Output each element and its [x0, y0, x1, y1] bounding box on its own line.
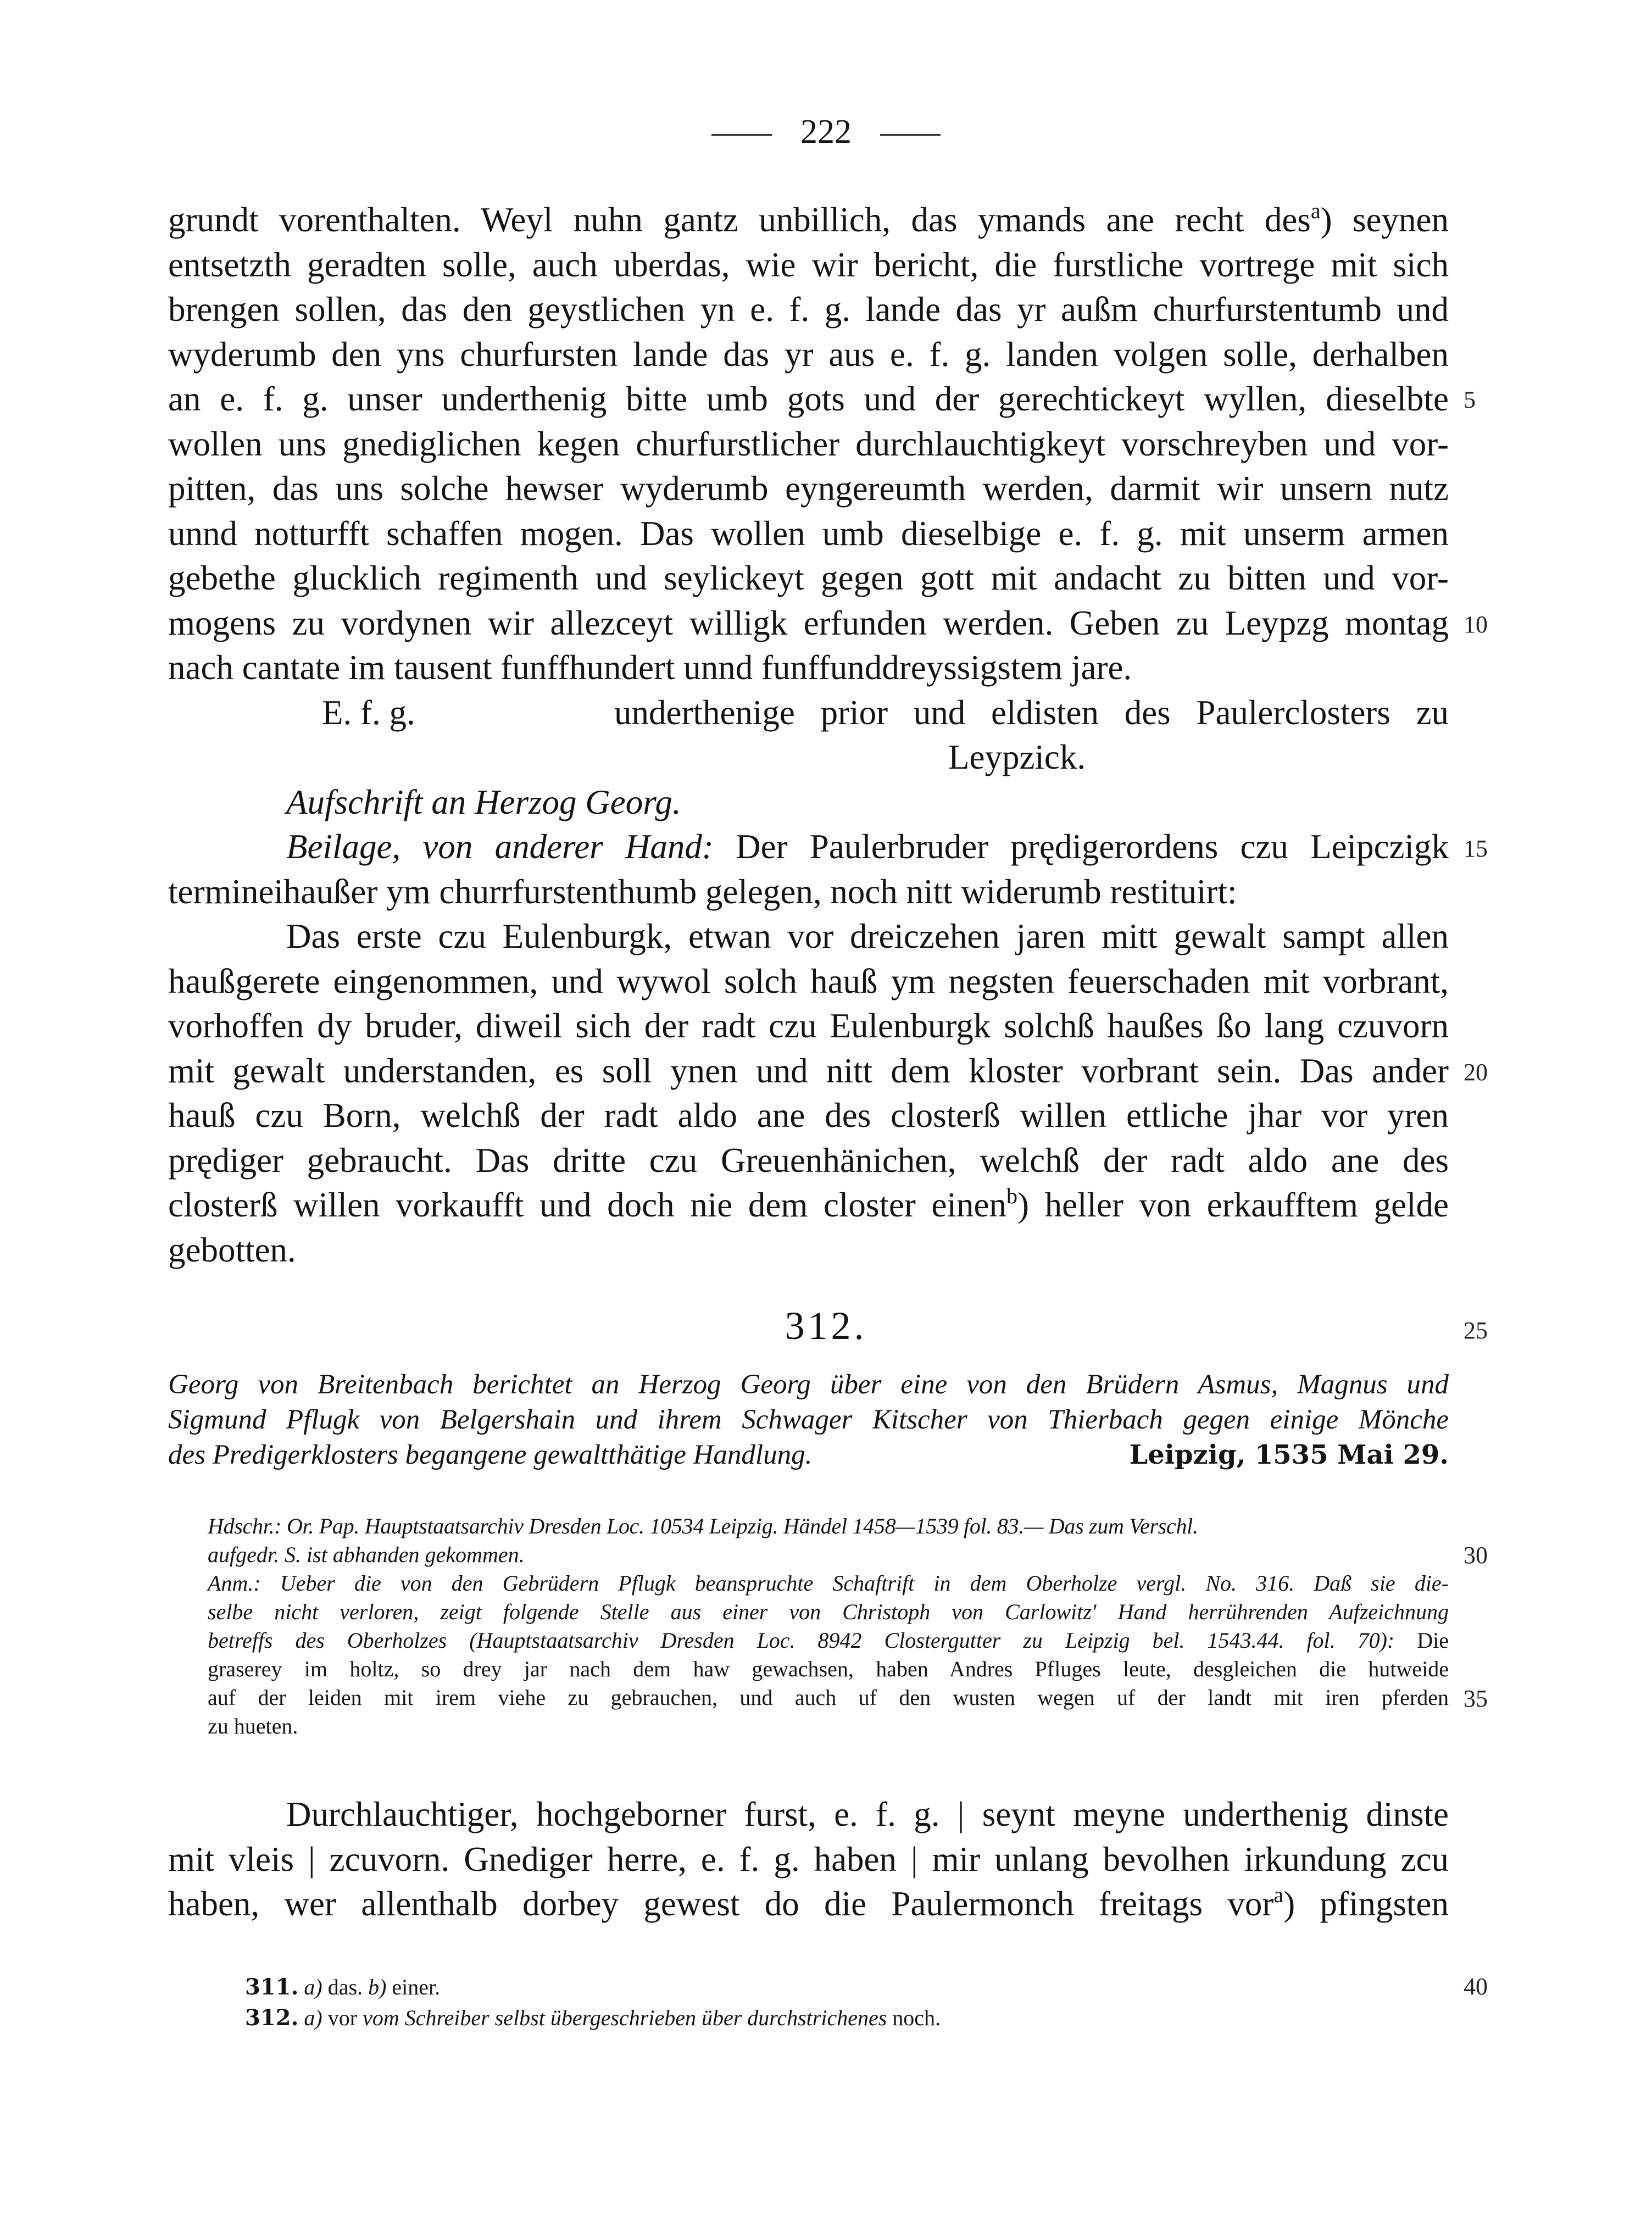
line-number: 15 [1464, 835, 1488, 862]
header-rule-right [880, 134, 941, 136]
text-line: Durchlauchtiger, hochgeborner furst, e. f. g. | seynt meyne underthenig dinste [286, 1795, 1449, 1833]
summary-line: des Predigerklosters begangene gewaltthätige Handlung. Leipzig, 1535 Mai 29. [168, 1437, 1449, 1472]
line-number: 30 [1464, 1542, 1488, 1569]
place-date: Leipzig, 1535 Mai 29. [1129, 1440, 1449, 1470]
footnote-311: 311. a) das. b) einer. [245, 1974, 441, 2000]
text-line: haben, wer allenthalb dorbey gewest do die Paulermonch freitags vor$^a$) pfingsten [168, 1882, 1449, 1923]
signature-salutation: E. f. g. [322, 693, 415, 732]
signature-line [168, 691, 1449, 736]
signature-place: Leypzick. [948, 738, 1086, 776]
annotation-line: selbe nicht verloren, zeigt folgende Stelle aus einer von Christoph von Carlowitz' Hand herrührenden Aufzeichnung [208, 1599, 1449, 1624]
letter-312-text [168, 1792, 1449, 1927]
text-line: closterß willen vorkaufft und doch nie dem closter einen$^b$) heller von erkaufftem gelde [168, 1183, 1449, 1224]
text-line: brengen sollen, das den geystlichen yn e. f. g. lande das yr außm churfurstentumb und [168, 290, 1449, 329]
line-number: 20 [1464, 1059, 1488, 1086]
text-line: gebotten. [168, 1230, 296, 1269]
text-line: wollen uns gnediglichen kegen churfurstlicher durchlauchtigkeyt vorschreyben und vor- [168, 424, 1449, 463]
text-line: mogens zu vordynen wir allezceyt willigk erfunden werden. Geben zu Leypzg montag [168, 603, 1449, 642]
line-number: 10 [1464, 611, 1488, 638]
manuscript-note: Hdschr.: Or. Pap. Hauptstaatsarchiv Dresden Loc. 10534 Leipzig. Händel 1458—1539 fol. 83.— Das zum Verschl. [208, 1514, 1198, 1538]
line-number: 40 [1464, 1973, 1488, 2000]
line-number: 5 [1464, 386, 1476, 413]
source-commentary [208, 1512, 1449, 1741]
line-number: 25 [1464, 1317, 1488, 1344]
enclosure-line: Beilage, von anderer Hand: Der Paulerbruder prędigerordens czu Leipczigk [286, 827, 1449, 866]
manuscript-note-cont: aufgedr. S. ist abhanden gekommen. [208, 1542, 525, 1567]
text-line: unnd notturfft schaffen mogen. Das wollen umb dieselbige e. f. g. mit unserm armen [168, 514, 1449, 553]
text-line: entsetzth geradten solle, auch uberdas, wie wir bericht, die furstliche vortrege mit sich [168, 245, 1449, 284]
text-line: mit gewalt understanden, es soll ynen und nitt dem kloster vorbrant sein. Das ander [168, 1051, 1449, 1090]
summary-line: Sigmund Pflugk von Belgershain und ihrem Schwager Kitscher von Thierbach gegen einige Mönche [168, 1404, 1449, 1435]
text-line: prędiger gebraucht. Das dritte czu Greuenhänichen, welchß der radt aldo ane des [168, 1141, 1449, 1180]
text-line: gebethe glucklich regimenth und seylickeyt gegen gott mit andacht zu bitten und vor- [168, 559, 1449, 597]
address-note: Aufschrift an Herzog Georg. [286, 782, 681, 821]
line-number: 35 [1464, 1685, 1488, 1712]
text-line: termineihaußer ym churrfurstenthumb gelegen, noch nitt widerumb restituirt: [168, 872, 1237, 911]
page-header [0, 113, 1652, 152]
letter-311-text [168, 198, 1449, 1272]
document-summary [168, 1367, 1449, 1472]
quote-line: graserey im holtz, so drey jar nach dem haw gewachsen, haben Andres Pfluges leute, desgleichen die hutweide [208, 1657, 1449, 1681]
text-line: nach cantate im tausent funffhundert unnd funffunddreyssigstem jare. [168, 648, 1132, 687]
text-line: mit vleis | zcuvorn. Gnediger herre, e. f. g. haben | mir unlang bevolhen irkundung zcu [168, 1840, 1449, 1879]
text-line: grundt vorenthalten. Weyl nuhn gantz unbillich, das ymands ane recht des$^a$) seynen [168, 198, 1449, 239]
quote-line: auf der leiden mit irem viehe zu gebrauchen, und auch uf den wusten wegen uf der landt mit iren pferden [208, 1685, 1449, 1710]
footnotes [245, 1972, 1449, 2033]
document-number: 312. [785, 1304, 867, 1348]
text-line: haußgerete eingenommen, und wywol solch hauß ym negsten feuerschaden mit vorbrant, [168, 962, 1449, 1001]
quote-line: zu hueten. [208, 1714, 298, 1738]
annotation-line: Anm.: Ueber die von den Gebrüdern Pflugk beanspruchte Schaftrift in dem Oberholze vergl. No. 316. Daß sie die- [208, 1571, 1449, 1596]
summary-line: Georg von Breitenbach berichtet an Herzog Georg über eine von den Brüdern Asmus, Magnus und [168, 1369, 1449, 1400]
text-line: hauß czu Born, welchß der radt aldo ane des closterß willen ettliche jhar vor yren [168, 1096, 1449, 1135]
text-line: pitten, das uns solche hewser wyderumb eyngereumth werden, darmit wir unsern nutz [168, 469, 1449, 508]
footnote-312: 312. a) vor vom Schreiber selbst übergeschrieben über durchstrichenes noch. [245, 2005, 941, 2031]
page-number: 222 [800, 113, 852, 151]
header-rule-left [711, 134, 772, 136]
text-line: an e. f. g. unser underthenig bitte umb gots und der gerechtickeyt wyllen, dieselbte [168, 380, 1449, 418]
signature-signers: underthenige prior und eldisten des Paulerclosters zu [614, 693, 1449, 732]
text-line: vorhoffen dy bruder, diweil sich der radt czu Eulenburgk solchß haußes ßo lang czuvorn [168, 1007, 1449, 1045]
text-line: wyderumb den yns churfursten lande das yr aus e. f. g. landen volgen solle, derhalben [168, 335, 1449, 374]
annotation-line: betreffs des Oberholzes (Hauptstaatsarchiv Dresden Loc. 8942 Clostergutter zu Leipzig bel. 1543.44. fol. 70): Die [208, 1628, 1449, 1653]
text-line: Das erste czu Eulenburgk, etwan vor dreiczehen jaren mitt gewalt sampt allen [286, 917, 1449, 955]
